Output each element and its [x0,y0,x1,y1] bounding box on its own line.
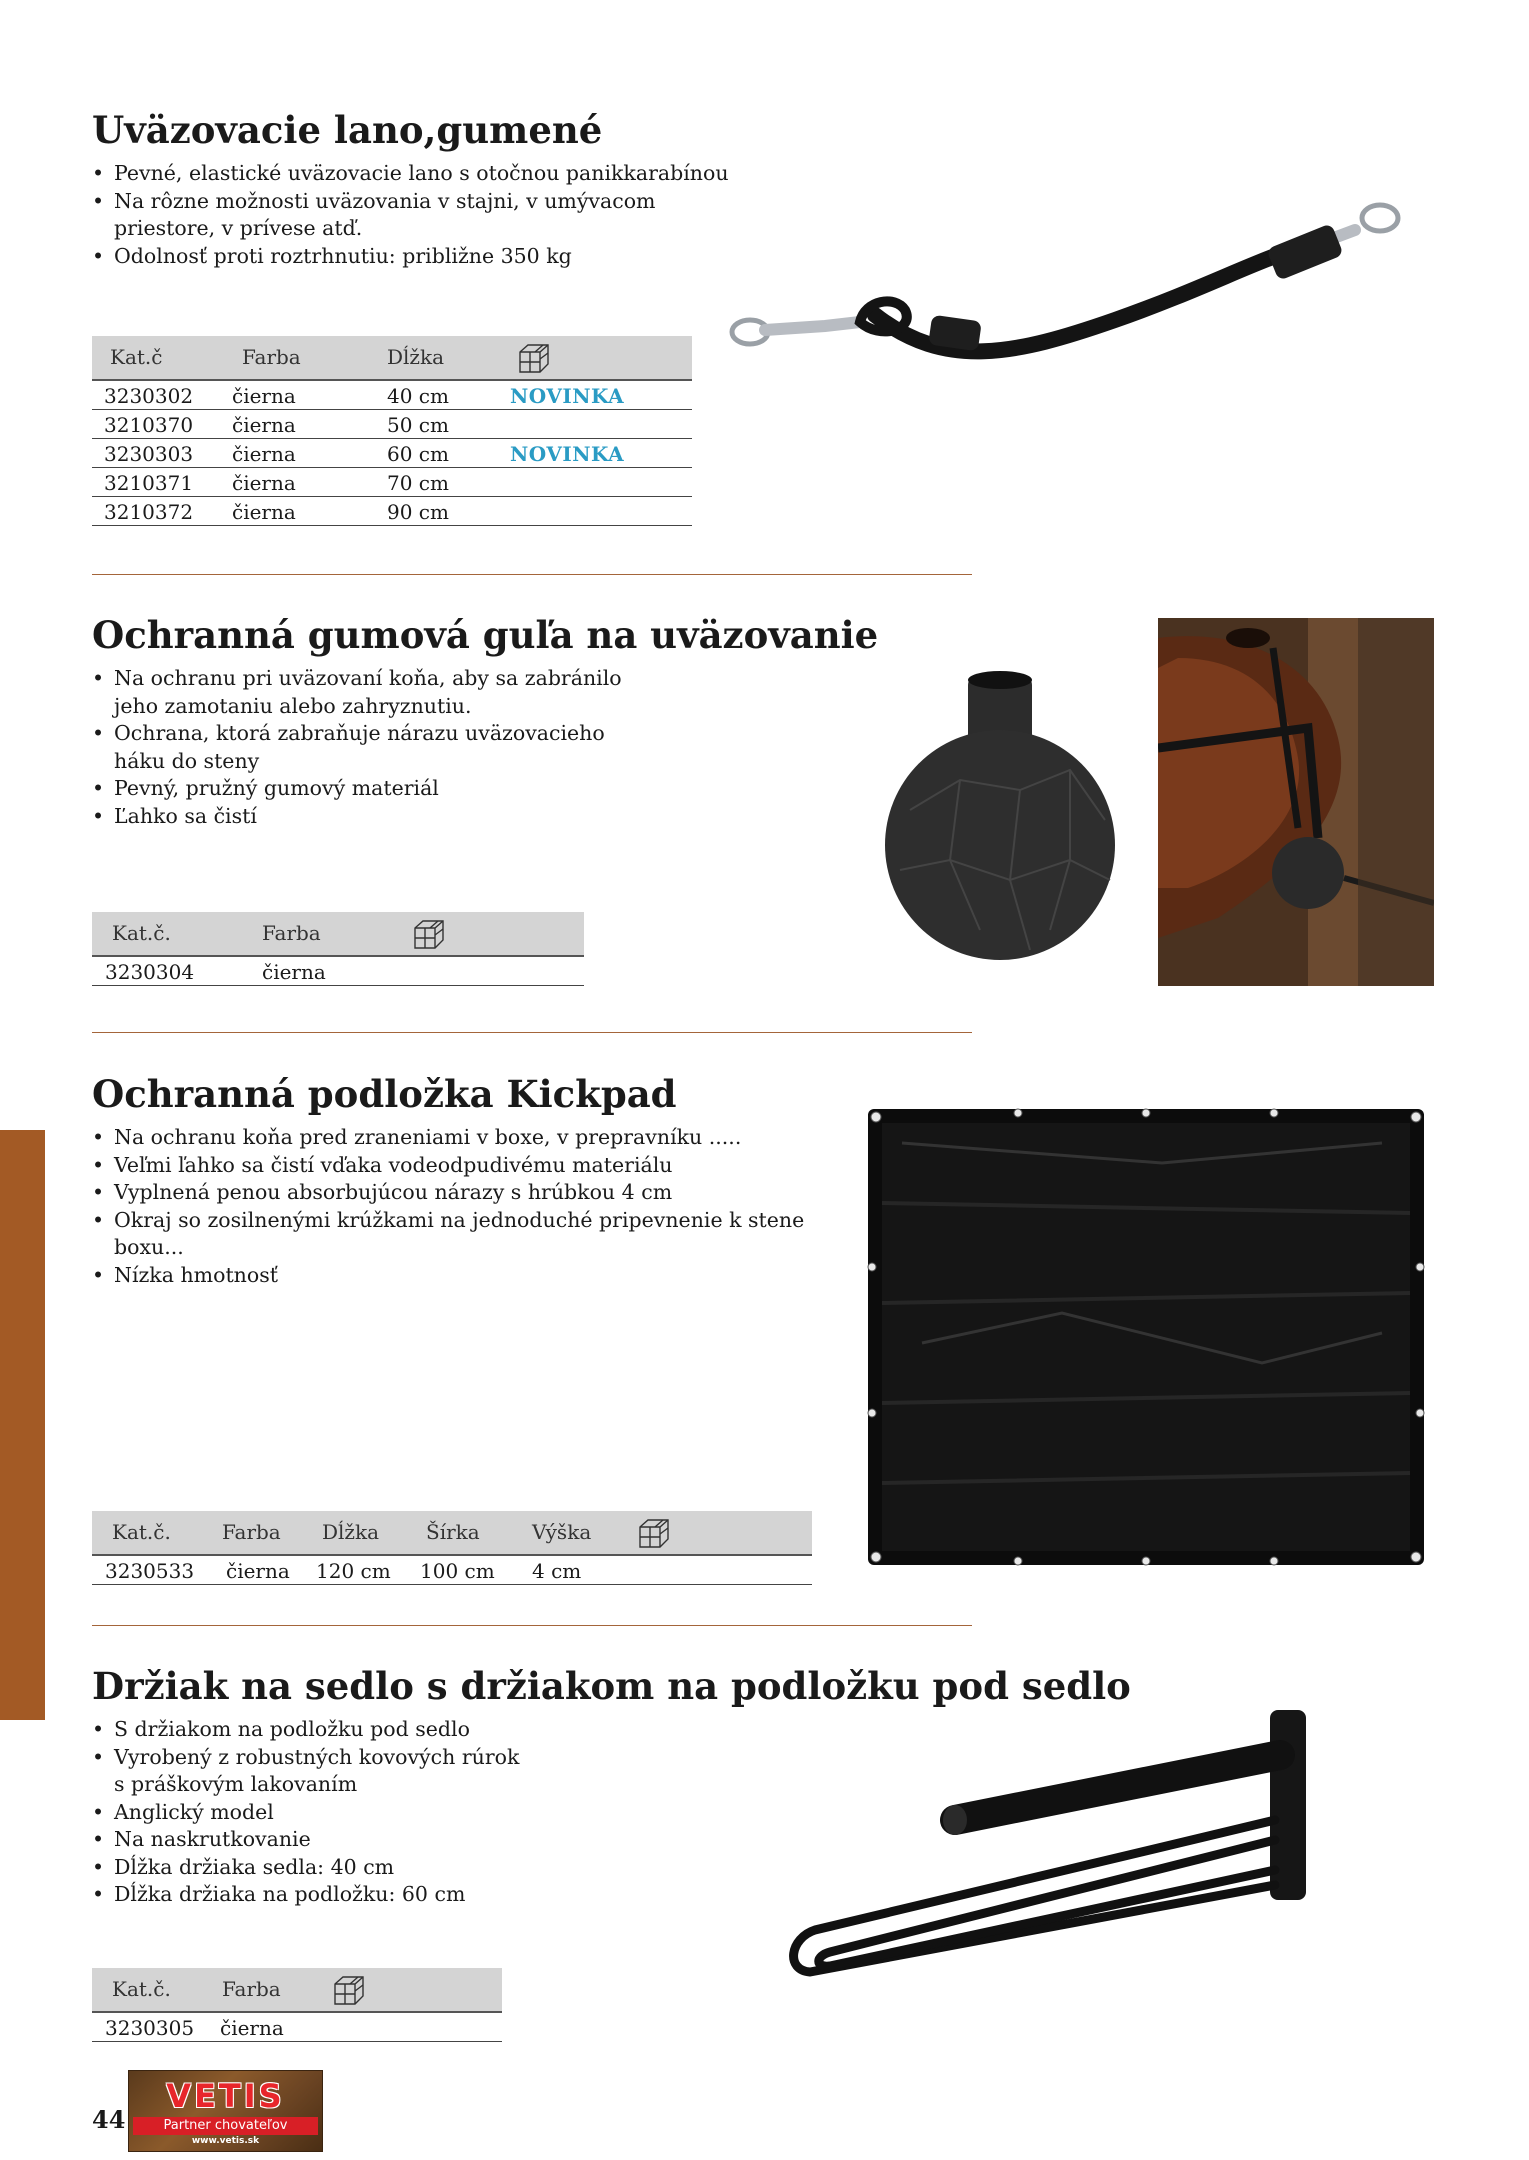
product-title: Ochranná gumová guľa na uväzovanie [92,613,879,657]
vetis-logo [128,2070,323,2152]
col-header-height: Výška [532,1520,592,1544]
col-header-length: Dĺžka [387,345,445,369]
kickpad-image [862,1103,1430,1571]
product-table [92,912,584,986]
feature-item: • Na naskrutkovanie [92,1826,532,1854]
cell-length: 50 cm [387,413,449,437]
cell-color: čierna [226,1559,290,1583]
table-header [92,336,692,381]
cell-color: čierna [232,384,296,408]
product-title: Uväzovacie lano,gumené [92,108,603,152]
feature-item: • Pevný, pružný gumový materiál [92,775,632,803]
col-header-color: Farba [222,1977,281,2001]
feature-item: • Nízka hmotnosť [92,1262,832,1290]
feature-item: • Okraj so zosilnenými krúžkami na jednoduché pripevnenie k stene boxu... [92,1207,832,1262]
feature-item: • Vyrobený z robustných kovových rúrok s práškovým lakovaním [92,1744,532,1799]
section-divider [92,574,972,575]
cell-length: 60 cm [387,442,449,466]
horse-photo [1158,618,1434,986]
cell-code: 3210371 [104,471,194,495]
feature-item: • Na rôzne možnosti uväzovania v stajni, v umývacom priestore, v prívese atď. [92,188,754,243]
product-kickpad [92,1072,832,1289]
cell-color: čierna [220,2016,284,2040]
cell-code: 3230304 [105,960,195,984]
feature-item: • Na ochranu pri uväzovaní koňa, aby sa zabránilo jeho zamotaniu alebo zahryznutiu. [92,665,632,720]
feature-list [92,665,632,830]
package-box-icon [637,1516,671,1550]
tie-rope-image [715,190,1445,420]
product-rubber-ball [92,613,879,830]
col-header-length: Dĺžka [322,1520,380,1544]
col-header-color: Farba [262,921,321,945]
section-divider [92,1032,972,1033]
section-divider [92,1625,972,1626]
package-box-icon [332,1973,366,2007]
cell-length: 40 cm [387,384,449,408]
package-box-icon [412,917,446,951]
cell-color: čierna [232,500,296,524]
col-header-code: Kat.č [110,345,163,369]
cell-color: čierna [262,960,326,984]
feature-item: • Odolnosť proti roztrhnutiu: približne 350 kg [92,243,752,271]
col-header-color: Farba [222,1520,281,1544]
feature-item: • Anglický model [92,1799,532,1827]
table-row [92,381,692,410]
product-tie-rope [92,108,752,270]
col-header-color: Farba [242,345,301,369]
package-box-icon [517,341,551,375]
feature-item: • S držiakom na podložku pod sedlo [92,1716,532,1744]
col-header-width: Šírka [426,1520,480,1544]
saddle-holder-image [770,1700,1340,2010]
cell-width: 100 cm [420,1559,495,1583]
feature-item: • Veľmi ľahko sa čistí vďaka vodeodpudivému materiálu [92,1152,832,1180]
logo-brand: VETIS [166,2077,285,2115]
logo-tagline: Partner chovateľov [133,2117,318,2135]
cell-length: 90 cm [387,500,449,524]
table-row [92,468,692,497]
page-number: 44 [92,2105,126,2134]
feature-item: • Vyplnená penou absorbujúcou nárazy s hrúbkou 4 cm [92,1179,832,1207]
feature-item: • Dĺžka držiaka na podložku: 60 cm [92,1881,532,1909]
table-header [92,912,584,957]
table-header [92,1511,812,1556]
cell-color: čierna [232,471,296,495]
rubber-ball-image [880,670,1120,970]
table-row [92,1556,812,1585]
col-header-code: Kat.č. [112,1520,171,1544]
cell-length: 120 cm [316,1559,391,1583]
table-row [92,439,692,468]
table-row [92,957,584,986]
cell-code: 3230533 [105,1559,195,1583]
cell-code: 3230303 [104,442,194,466]
table-row [92,410,692,439]
table-row [92,2013,502,2042]
new-badge: NOVINKA [510,384,625,408]
col-header-code: Kat.č. [112,1977,171,2001]
new-badge: NOVINKA [510,442,625,466]
side-color-tab [0,1130,45,1720]
feature-item: • Ľahko sa čistí [92,803,632,831]
cell-color: čierna [232,413,296,437]
product-title: Držiak na sedlo s držiakom na podložku pod sedlo [92,1664,1131,1708]
product-table [92,1968,502,2042]
feature-item: • Pevné, elastické uväzovacie lano s otočnou panikkarabínou [92,160,752,188]
feature-item: • Na ochranu koňa pred zraneniami v boxe, v prepravníku ..... [92,1124,832,1152]
feature-item: • Ochrana, ktorá zabraňuje nárazu uväzovacieho háku do steny [92,720,632,775]
cell-length: 70 cm [387,471,449,495]
table-header [92,1968,502,2013]
cell-code: 3230302 [104,384,194,408]
feature-list [92,1716,532,1909]
col-header-code: Kat.č. [112,921,171,945]
product-table [92,336,692,526]
cell-height: 4 cm [532,1559,582,1583]
feature-list [92,160,752,270]
cell-code: 3210370 [104,413,194,437]
feature-item: • Dĺžka držiaka sedla: 40 cm [92,1854,532,1882]
table-row [92,497,692,526]
cell-color: čierna [232,442,296,466]
product-title: Ochranná podložka Kickpad [92,1072,677,1116]
cell-code: 3230305 [105,2016,195,2040]
feature-list [92,1124,832,1289]
cell-code: 3210372 [104,500,194,524]
product-table [92,1511,812,1585]
logo-url: www.vetis.sk [191,2136,260,2146]
